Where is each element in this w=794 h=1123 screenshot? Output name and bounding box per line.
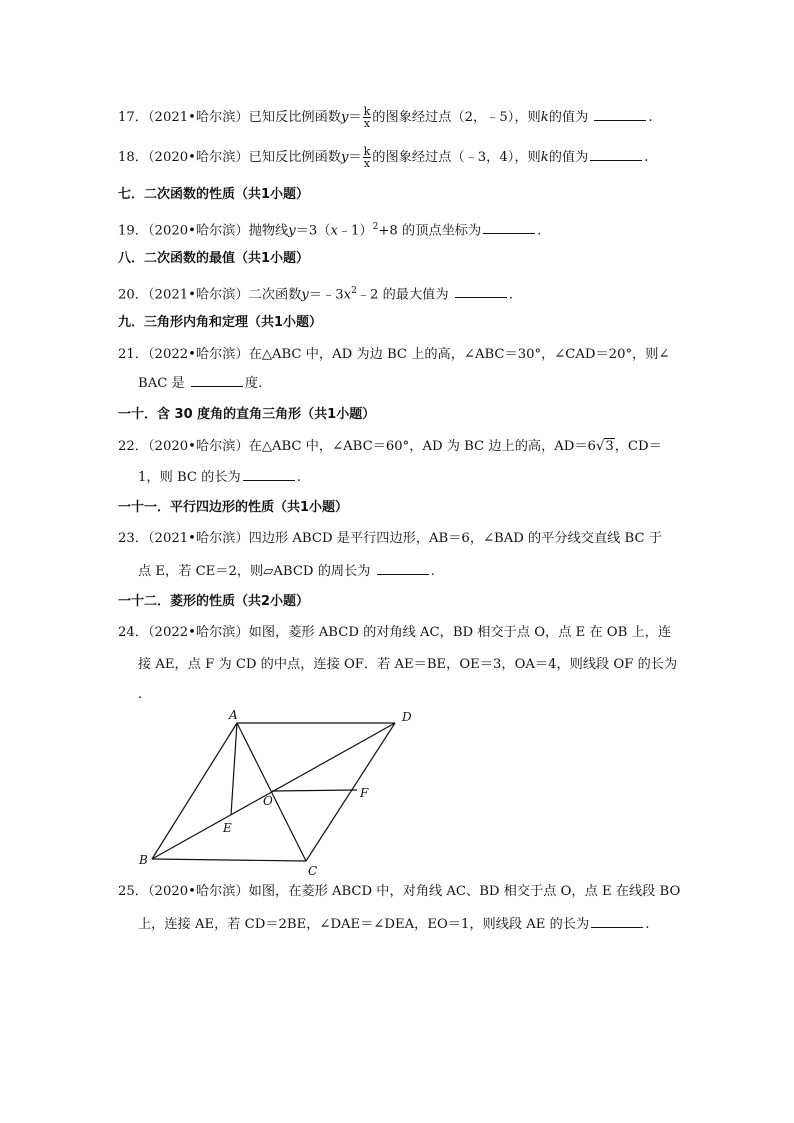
question-22-line2 [138, 468, 684, 487]
q17-fraction [363, 106, 372, 129]
label-O: O [263, 794, 273, 808]
question-21-line1: 21．（2022•哈尔滨）在△ABC 中，AD 为边 BC 上的高，∠ABC＝30°，∠CAD＝20°，则∠ [118, 347, 670, 362]
answer-blank[interactable] [594, 108, 646, 121]
q20-mid: ＝﹣3 [308, 287, 344, 303]
q25-l2a: 上，连接 AE，若 CD＝2BE，∠DAE＝∠DEA，EO＝1，则线段 AE 的长为 [138, 917, 590, 932]
q25-l2b: . [645, 917, 650, 932]
question-22-line1: 22．（2020•哈尔滨）在△ABC 中，∠ABC＝60°，AD 为 BC 边上的高，AD＝6√3，CD＝ [118, 439, 662, 454]
q19-mid: ＝3（ [295, 223, 331, 239]
question-25-line2 [138, 915, 684, 934]
rhombus-figure [130, 705, 430, 880]
q20-tail: ﹣2 的最大值为 [356, 287, 449, 303]
answer-blank[interactable] [243, 468, 295, 481]
section-heading-12: 一十二．菱形的性质（共2小题） [118, 594, 310, 609]
label-D: D [402, 710, 412, 724]
q21-l2a: BAC 是 [138, 376, 185, 391]
q19-y: y [288, 223, 296, 239]
q20-y: y [301, 287, 309, 303]
label-F: F [360, 786, 369, 800]
section-heading-9: 九．三角形内角和定理（共1小题） [118, 315, 323, 330]
answer-blank[interactable] [483, 221, 535, 234]
q17-den: x [363, 117, 371, 130]
q19-text: 19．（2020•哈尔滨）抛物线 [118, 223, 289, 239]
label-B: B [139, 853, 148, 867]
q18-text: 18．（2020•哈尔滨）已知反比例函数 [118, 150, 341, 165]
q18-fraction [363, 146, 372, 169]
q22-l1a: 22．（2020•哈尔滨）在△ABC 中，∠ABC＝60°，AD 为 BC 边上的高，AD＝6 [118, 439, 596, 454]
q17-num: k [363, 105, 371, 118]
question-19: 19．（2020•哈尔滨）抛物线y＝3（x﹣1）$^2$+8 的顶点坐标为 . [118, 222, 542, 239]
q22-sqrt: 3 [605, 439, 614, 454]
q17-suffix: 的图象经过点（2，﹣5），则 [372, 110, 541, 125]
question-23-line1: 23．（2021•哈尔滨）四边形 ABCD 是平行四边形，AB＝6，∠BAD 的平分线交直线 BC 于 [118, 531, 662, 546]
section-heading-7: 七．二次函数的性质（共1小题） [118, 187, 310, 202]
q18-suffix: 的图象经过点（﹣3，4），则 [372, 150, 541, 165]
q22-l2b: . [296, 470, 301, 485]
answer-blank[interactable] [591, 915, 643, 928]
q20-sup: 2 [351, 286, 357, 296]
question-24-line3: . [138, 687, 143, 702]
label-E: E [223, 821, 232, 835]
answer-blank[interactable] [191, 374, 243, 387]
q23-l2a: 点 E，若 CE＝2，则▱ABCD 的周长为 [138, 564, 371, 579]
question-23-line2 [138, 562, 684, 581]
q18-eq: ＝ [348, 150, 362, 165]
q18-y: y [340, 150, 349, 165]
question-24-line2: 接 AE，点 F 为 CD 的中点，连接 OF．若 AE＝BE，OE＝3，OA＝4，则线段 OF 的长为 [138, 657, 678, 672]
q18-den: x [363, 157, 371, 170]
question-18: 18．（2020•哈尔滨）已知反比例函数y＝ $\frac{k}{x}$ 的图象经过点（﹣3，4），则k的值为 . [118, 145, 649, 170]
q21-l2b: 度. [244, 376, 263, 391]
q18-tail: 的值为 [548, 150, 589, 165]
answer-blank[interactable] [377, 562, 429, 575]
q19-x: x [330, 223, 338, 239]
label-C: C [308, 864, 318, 878]
q19-tail: +8 的顶点坐标为 [378, 223, 482, 239]
answer-blank[interactable] [590, 148, 642, 161]
q20-text: 20．（2021•哈尔滨）二次函数 [118, 287, 302, 303]
question-25-line1: 25．（2020•哈尔滨）如图，在菱形 ABCD 中，对角线 AC、BD 相交于点 O，点 E 在线段 BO [118, 884, 681, 899]
question-20: 20．（2021•哈尔滨）二次函数$y=﹣3x^2﹣2$ 的最大值为 . [118, 286, 513, 303]
q17-y: y [340, 110, 349, 125]
q18-k: k [540, 150, 549, 165]
q22-l1b: ，CD＝ [614, 439, 662, 454]
section-heading-11: 一十一．平行四边形的性质（共1小题） [118, 500, 349, 515]
q19-rest: ﹣1） [337, 223, 373, 239]
section-heading-8: 八．二次函数的最值（共1小题） [118, 251, 310, 266]
q23-l2b: . [430, 564, 435, 579]
label-A: A [229, 708, 238, 722]
q17-tail: 的值为 [548, 110, 589, 125]
question-21-line2 [138, 374, 684, 393]
q22-l2a: 1，则 BC 的长为 [138, 470, 241, 485]
section-heading-10: 一十．含 30 度角的直角三角形（共1小题） [118, 407, 376, 422]
question-24-line1: 24．（2022•哈尔滨）如图，菱形 ABCD 的对角线 AC，BD 相交于点 O，点 E 在 OB 上，连 [118, 625, 672, 640]
q20-x: x [343, 287, 352, 303]
q17-k: k [540, 110, 549, 125]
answer-blank[interactable] [455, 285, 507, 298]
q17-eq: ＝ [348, 110, 362, 125]
q19-sup: 2 [372, 222, 379, 232]
q18-num: k [363, 145, 371, 158]
question-17: 17．（2021•哈尔滨）已知反比例函数y＝ $\frac{k}{x}$ 的图象经过点（2，﹣5），则k的值为 . [118, 105, 653, 130]
q17-text: 17．（2021•哈尔滨）已知反比例函数 [118, 110, 341, 125]
